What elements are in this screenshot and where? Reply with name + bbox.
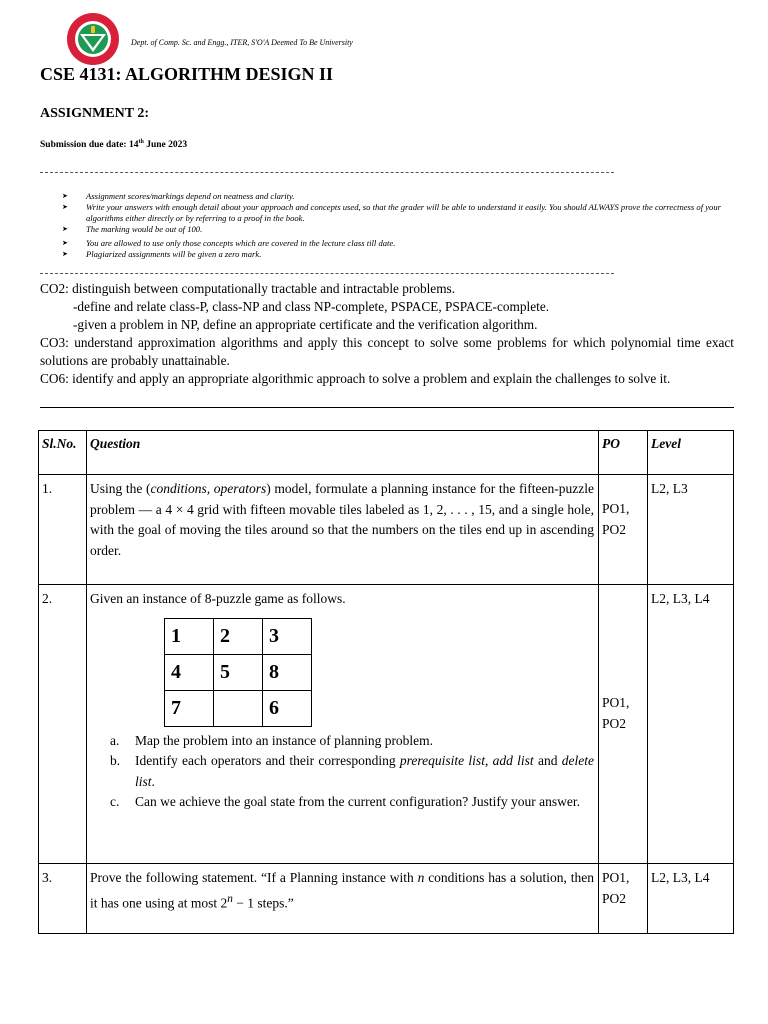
puzzle-cell: 3 — [263, 618, 312, 654]
list-item: b. Identify each operators and their corresponding prerequisite list, add list and delete list. — [110, 753, 594, 789]
q2-number: 2. — [39, 585, 87, 864]
q3-text: Prove the following statement. “If a Planning instance with n conditions has a solution, then it has one using at most $2^n - 1$ steps.” — [87, 864, 599, 934]
arrow-bullet-icon: ➤ — [62, 192, 68, 200]
list-item: ➤ Write your answers with enough detail about your approach and concepts used, so that the grader will be able to understand it easily. You should ALWAYS prove the correctness of your algorithms either directly or by referring to a proof in the book. — [62, 201, 721, 223]
list-item: c. Can we achieve the goal state from the current configuration? Justify your answer. — [110, 794, 580, 809]
assignment-heading: ASSIGNMENT 2: — [40, 106, 150, 121]
puzzle-cell: 6 — [263, 690, 312, 726]
puzzle-cell — [214, 690, 263, 726]
arrow-bullet-icon: ➤ — [62, 202, 68, 211]
instructions-list — [62, 191, 738, 259]
q1-po: PO1, PO2 — [599, 475, 648, 585]
arrow-bullet-icon: ➤ — [62, 224, 68, 233]
q2-subparts — [110, 731, 594, 813]
table-header-row — [39, 431, 734, 475]
divider-bottom — [40, 273, 614, 274]
puzzle-grid — [164, 618, 312, 727]
puzzle-cell: 2 — [214, 618, 263, 654]
divider-top — [40, 172, 614, 173]
q2-intro: Given an instance of 8-puzzle game as follows. — [90, 591, 346, 606]
table-row — [39, 585, 734, 864]
q3-level: L2, L3, L4 — [648, 864, 734, 934]
puzzle-cell: 7 — [165, 690, 214, 726]
list-item: ➤ You are allowed to use only those concepts which are covered in the lecture class till date. — [62, 237, 396, 248]
q2-po: PO1, PO2 — [599, 585, 648, 864]
q2-level: L2, L3, L4 — [648, 585, 734, 864]
department-line: Dept. of Comp. Sc. and Engg., ITER, S'O'A Deemed To Be University — [131, 38, 353, 47]
university-logo — [66, 12, 120, 66]
course-title: CSE 4131: ALGORITHM DESIGN II — [40, 64, 334, 84]
puzzle-cell: 1 — [165, 618, 214, 654]
q2-text — [87, 585, 599, 864]
section-rule — [40, 407, 734, 408]
puzzle-cell: 4 — [165, 654, 214, 690]
due-date: Submission due date: 14th June 2023 — [40, 139, 188, 151]
table-row — [39, 864, 734, 934]
q1-number: 1. — [39, 475, 87, 585]
header-po: PO — [599, 431, 648, 475]
list-item: ➤ Assignment scores/markings depend on neatness and clarity. — [62, 191, 295, 201]
puzzle-cell: 5 — [214, 654, 263, 690]
list-item: ➤ The marking would be out of 100. — [62, 223, 203, 234]
header-question: Question — [87, 431, 599, 475]
outcome-co2-a: -define and relate class-P, class-NP and class NP-complete, PSPACE, PSPACE-complete. — [73, 299, 550, 314]
list-item: a. Map the problem into an instance of planning problem. — [110, 732, 434, 748]
list-item: ➤ Plagiarized assignments will be given a zero mark. — [62, 248, 262, 259]
question-table — [38, 430, 734, 934]
table-row — [39, 475, 734, 585]
header-slno: Sl.No. — [39, 431, 87, 475]
puzzle-cell: 8 — [263, 654, 312, 690]
q3-po: PO1, PO2 — [599, 864, 648, 934]
arrow-bullet-icon: ➤ — [62, 249, 68, 258]
q1-level: L2, L3 — [648, 475, 734, 585]
outcome-co2: CO2: distinguish between computationally tractable and intractable problems. — [40, 281, 456, 296]
q3-number: 3. — [39, 864, 87, 934]
outcome-co2-b: -given a problem in NP, define an appropriate certificate and the verification algorithm. — [73, 317, 538, 332]
outcome-co3: CO3: understand approximation algorithms and apply this concept to solve some problems for which polynomial time exact solutions are probably unattainable. — [40, 335, 734, 368]
university-seal-icon — [66, 12, 120, 66]
outcome-co6: CO6: identify and apply an appropriate algorithmic approach to solve a problem and explain the challenges to solve it. — [40, 371, 671, 386]
course-outcomes — [40, 280, 734, 388]
arrow-bullet-icon: ➤ — [62, 238, 68, 247]
q1-text: Using the (conditions, operators) model, formulate a planning instance for the fifteen-puzzle problem — a 4 × 4 grid with fifteen movable tiles labeled as 1, 2, . . . , 15, and a single hole, with the goal of moving the tiles around so that the numbers on the tiles end up in ascending order. — [87, 475, 599, 585]
header-level: Level — [648, 431, 734, 475]
